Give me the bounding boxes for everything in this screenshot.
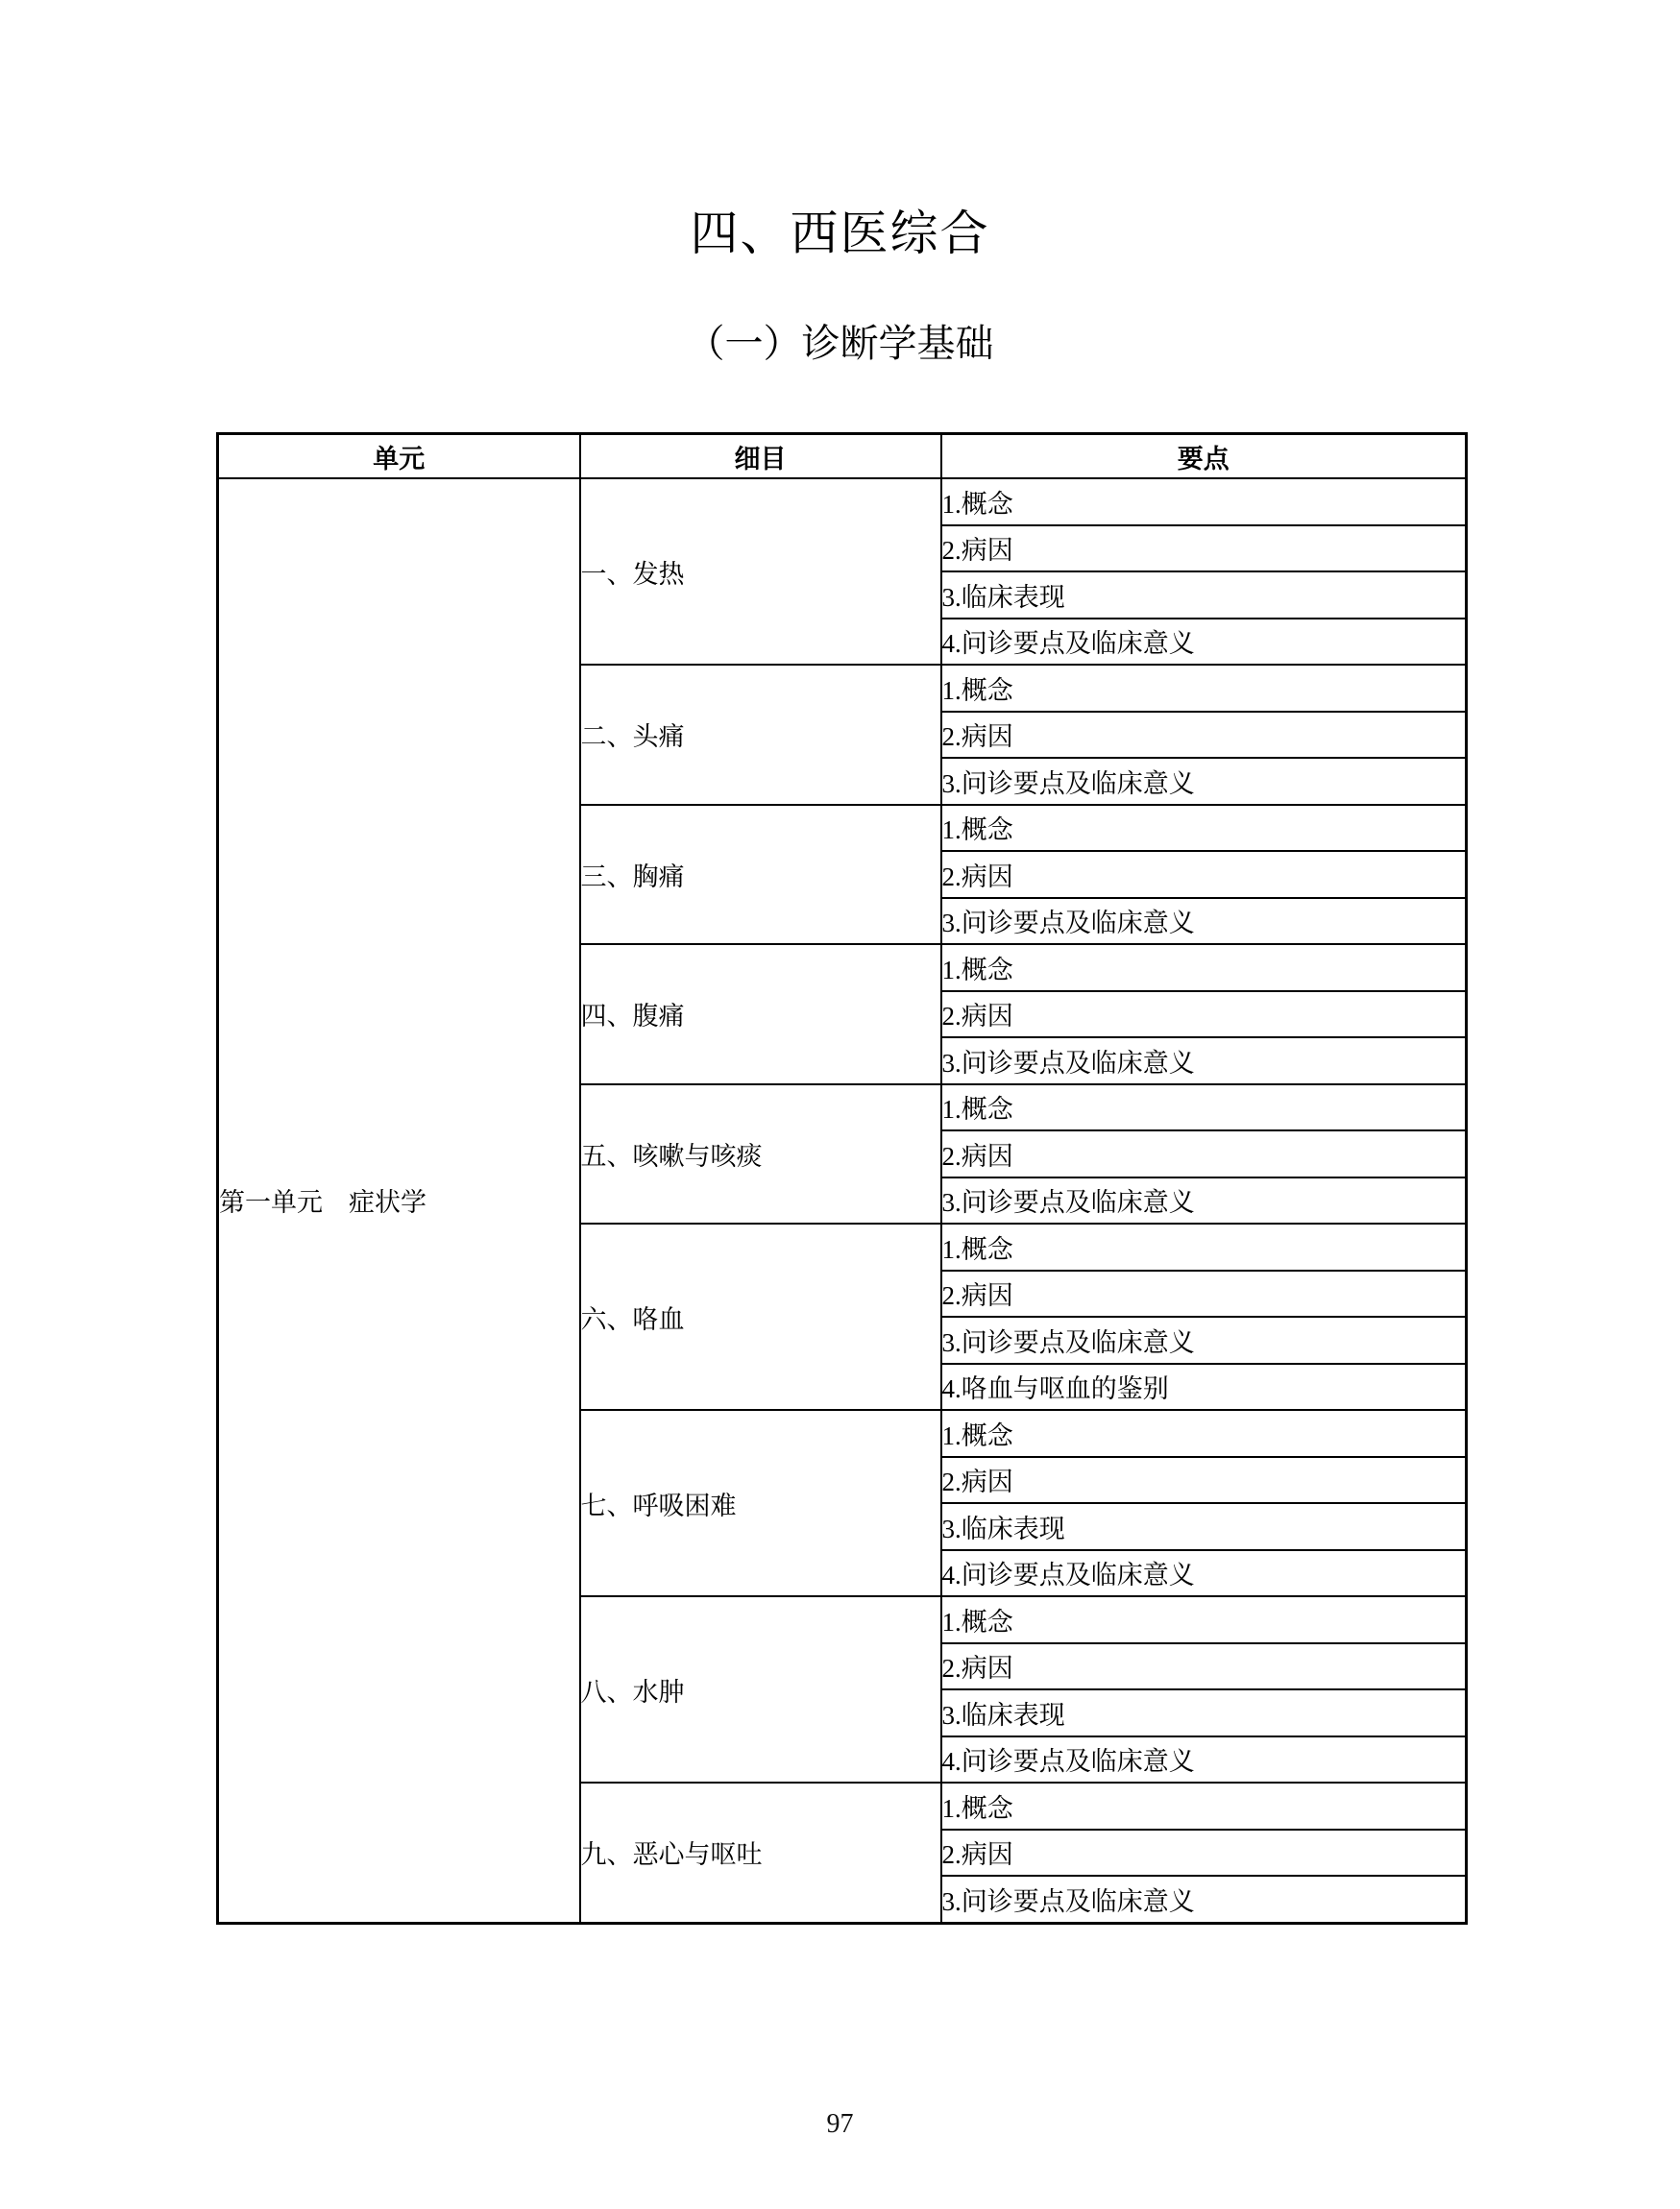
point-cell: 1.概念 <box>941 944 1467 991</box>
item-cell: 一、发热 <box>580 478 941 665</box>
point-cell: 2.病因 <box>941 712 1467 759</box>
item-cell: 八、水肿 <box>580 1596 941 1783</box>
point-cell: 4.问诊要点及临床意义 <box>941 619 1467 666</box>
point-cell: 3.问诊要点及临床意义 <box>941 1037 1467 1084</box>
header-points: 要点 <box>941 434 1467 479</box>
point-cell: 3.问诊要点及临床意义 <box>941 758 1467 805</box>
point-cell: 1.概念 <box>941 1224 1467 1271</box>
item-cell: 三、胸痛 <box>580 805 941 945</box>
page-number: 97 <box>826 2109 854 2139</box>
point-cell: 4.问诊要点及临床意义 <box>941 1550 1467 1597</box>
table-header-row <box>218 434 1467 479</box>
point-cell: 3.问诊要点及临床意义 <box>941 898 1467 945</box>
page-title: 四、西医综合 <box>690 206 990 260</box>
point-cell: 3.临床表现 <box>941 571 1467 619</box>
point-cell: 4.咯血与呕血的鉴别 <box>941 1364 1467 1411</box>
syllabus-table-container <box>216 432 1468 1925</box>
point-cell: 3.临床表现 <box>941 1689 1467 1736</box>
item-cell: 七、呼吸困难 <box>580 1410 941 1596</box>
item-cell: 五、咳嗽与咳痰 <box>580 1084 941 1225</box>
point-cell: 1.概念 <box>941 1596 1467 1643</box>
point-cell: 2.病因 <box>941 1830 1467 1877</box>
unit-cell: 第一单元 症状学 <box>218 478 580 1923</box>
point-cell: 2.病因 <box>941 1130 1467 1177</box>
item-cell: 四、腹痛 <box>580 944 941 1084</box>
point-cell: 2.病因 <box>941 1643 1467 1690</box>
point-cell: 4.问诊要点及临床意义 <box>941 1736 1467 1784</box>
point-cell: 1.概念 <box>941 1084 1467 1131</box>
item-cell: 二、头痛 <box>580 665 941 805</box>
table-row <box>218 478 1467 525</box>
syllabus-table <box>216 432 1468 1925</box>
point-cell: 3.临床表现 <box>941 1503 1467 1550</box>
item-cell: 九、恶心与呕吐 <box>580 1783 941 1923</box>
point-cell: 1.概念 <box>941 478 1467 525</box>
point-cell: 2.病因 <box>941 525 1467 572</box>
point-cell: 2.病因 <box>941 1271 1467 1318</box>
point-cell: 3.问诊要点及临床意义 <box>941 1876 1467 1923</box>
point-cell: 2.病因 <box>941 851 1467 898</box>
point-cell: 1.概念 <box>941 805 1467 852</box>
point-cell: 1.概念 <box>941 665 1467 712</box>
point-cell: 1.概念 <box>941 1410 1467 1457</box>
header-unit: 单元 <box>218 434 580 479</box>
header-item: 细目 <box>580 434 941 479</box>
point-cell: 2.病因 <box>941 1457 1467 1504</box>
page-subtitle: （一）诊断学基础 <box>686 322 994 365</box>
point-cell: 2.病因 <box>941 991 1467 1038</box>
point-cell: 1.概念 <box>941 1783 1467 1830</box>
point-cell: 3.问诊要点及临床意义 <box>941 1177 1467 1225</box>
point-cell: 3.问诊要点及临床意义 <box>941 1317 1467 1364</box>
item-cell: 六、咯血 <box>580 1224 941 1410</box>
